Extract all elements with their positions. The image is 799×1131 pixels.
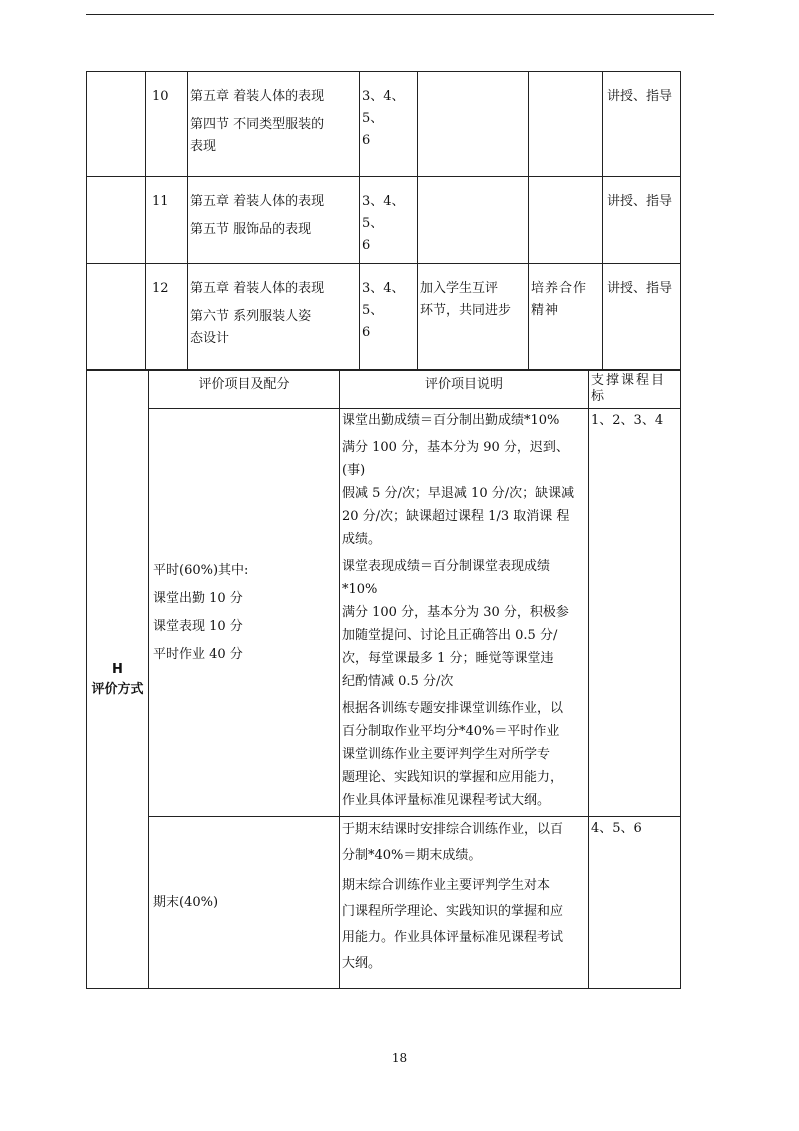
schedule-empty-cell bbox=[87, 264, 146, 370]
schedule-row bbox=[87, 177, 681, 264]
schedule-empty-cell bbox=[87, 72, 146, 177]
line: 第五章 着装人体的表现 bbox=[190, 89, 325, 104]
chapter-content bbox=[188, 264, 360, 370]
schedule-empty-cell bbox=[87, 177, 146, 264]
description-paragraph bbox=[342, 817, 586, 869]
document-body bbox=[86, 71, 680, 989]
description-paragraph bbox=[342, 555, 586, 693]
ideology-element bbox=[418, 264, 529, 370]
line: 第六节 系列服装人姿 bbox=[190, 309, 312, 324]
description-line: 门课程所学理论、实践知识的掌握和应 bbox=[342, 904, 564, 919]
line: 3、4、5、 bbox=[362, 194, 405, 231]
description-line: 根据各训练专题安排课堂训练作业，以 bbox=[342, 701, 564, 716]
evaluation-regular-row bbox=[87, 409, 681, 817]
schedule-row bbox=[87, 264, 681, 370]
line: 态设计 bbox=[190, 331, 230, 346]
line: 3、4、5、 bbox=[362, 281, 405, 318]
line: 6 bbox=[362, 238, 371, 253]
description-line: 满分 100 分，基本分为 30 分，积极参 bbox=[342, 605, 569, 620]
description-line: 大纲。 bbox=[342, 956, 382, 971]
description-paragraph bbox=[342, 436, 586, 551]
line: 3、4、5、 bbox=[362, 89, 405, 126]
week-number: 11 bbox=[146, 177, 188, 264]
page-number: 18 bbox=[391, 1051, 408, 1065]
description-line: 假减 5 分/次；早退减 10 分/次；缺课减 bbox=[342, 486, 575, 501]
regular-weight-line: 平时(60%)其中: bbox=[153, 562, 249, 578]
description-line: 满分 100 分，基本分为 90 分，迟到、(事) bbox=[342, 440, 569, 478]
teaching-schedule-table bbox=[86, 71, 681, 370]
education-goal bbox=[529, 177, 603, 264]
course-goal-points bbox=[360, 177, 418, 264]
header-support bbox=[589, 371, 681, 409]
evaluation-final-row bbox=[87, 817, 681, 989]
final-weight: 期末(40%) bbox=[149, 817, 340, 989]
description-line: 作业具体评量标准见课程考试大纲。 bbox=[342, 793, 551, 808]
description-line: 课堂出勤成绩＝百分制出勤成绩*10% bbox=[342, 413, 560, 428]
line: 表现 bbox=[190, 139, 217, 154]
header-support-line: 支撑课程目 bbox=[591, 373, 667, 388]
section-title: 评价方式 bbox=[91, 681, 144, 697]
description-line: 成绩。 bbox=[342, 532, 382, 547]
regular-weights bbox=[149, 409, 340, 817]
description-line: 20 分/次；缺课超过课程 1/3 取消课 程 bbox=[342, 509, 570, 524]
final-description bbox=[340, 817, 589, 989]
schedule-row bbox=[87, 72, 681, 177]
line: 环节，共同进步 bbox=[420, 303, 512, 318]
evaluation-section-label bbox=[87, 371, 149, 989]
line: 6 bbox=[362, 325, 371, 340]
ideology-element bbox=[418, 177, 529, 264]
chapter-content bbox=[188, 72, 360, 177]
description-line: 纪酌情减 0.5 分/次 bbox=[342, 674, 454, 689]
evaluation-header-row bbox=[87, 371, 681, 409]
description-paragraph bbox=[342, 409, 586, 432]
description-paragraph bbox=[342, 873, 586, 977]
description-line: 用能力。作业具体评量标准见课程考试 bbox=[342, 930, 564, 945]
education-goal bbox=[529, 72, 603, 177]
section-letter: H bbox=[112, 661, 123, 677]
line: 第五章 着装人体的表现 bbox=[190, 194, 325, 209]
description-line: 课堂表现成绩＝百分制课堂表现成绩 bbox=[342, 559, 551, 574]
week-number: 12 bbox=[146, 264, 188, 370]
teaching-method: 讲授、指导 bbox=[603, 72, 681, 177]
header-support-line: 标 bbox=[591, 389, 607, 404]
teaching-method: 讲授、指导 bbox=[603, 264, 681, 370]
regular-weight-line: 平时作业 40 分 bbox=[153, 646, 243, 662]
line: 6 bbox=[362, 133, 371, 148]
line: 第四节 不同类型服装的 bbox=[190, 117, 325, 132]
course-goal-points bbox=[360, 264, 418, 370]
header-rule bbox=[86, 14, 714, 15]
description-line: 期末综合训练作业主要评判学生对本 bbox=[342, 878, 551, 893]
evaluation-table bbox=[86, 370, 681, 989]
line: 第五章 着装人体的表现 bbox=[190, 281, 325, 296]
description-line: 题理论、实践知识的掌握和应用能力， bbox=[342, 770, 564, 785]
description-line: 于期末结课时安排综合训练作业，以百 bbox=[342, 822, 564, 837]
line: 培养合作 bbox=[531, 281, 588, 296]
description-line: 加随堂提问、讨论且正确答出 0.5 分/ bbox=[342, 628, 558, 643]
regular-support: 1、2、3、4 bbox=[589, 409, 681, 817]
description-line: 课堂训练作业主要评判学生对所学专 bbox=[342, 747, 551, 762]
description-paragraph bbox=[342, 697, 586, 812]
teaching-method: 讲授、指导 bbox=[603, 177, 681, 264]
line: 第五节 服饰品的表现 bbox=[190, 222, 312, 237]
header-item: 评价项目及配分 bbox=[149, 371, 340, 409]
header-desc: 评价项目说明 bbox=[340, 371, 589, 409]
ideology-element bbox=[418, 72, 529, 177]
description-line: 分制*40%＝期末成绩。 bbox=[342, 848, 482, 863]
chapter-content bbox=[188, 177, 360, 264]
description-line: 百分制取作业平均分*40%＝平时作业 bbox=[342, 724, 560, 739]
line: 精神 bbox=[531, 303, 560, 318]
week-number: 10 bbox=[146, 72, 188, 177]
regular-weight-line: 课堂表现 10 分 bbox=[153, 618, 243, 634]
course-goal-points bbox=[360, 72, 418, 177]
regular-weight-line: 课堂出勤 10 分 bbox=[153, 590, 243, 606]
line: 加入学生互评 bbox=[420, 281, 499, 296]
description-line: 次，每堂课最多 1 分；睡觉等课堂违 bbox=[342, 651, 554, 666]
education-goal bbox=[529, 264, 603, 370]
regular-description bbox=[340, 409, 589, 817]
final-support: 4、5、6 bbox=[589, 817, 681, 989]
description-line: *10% bbox=[342, 582, 378, 597]
